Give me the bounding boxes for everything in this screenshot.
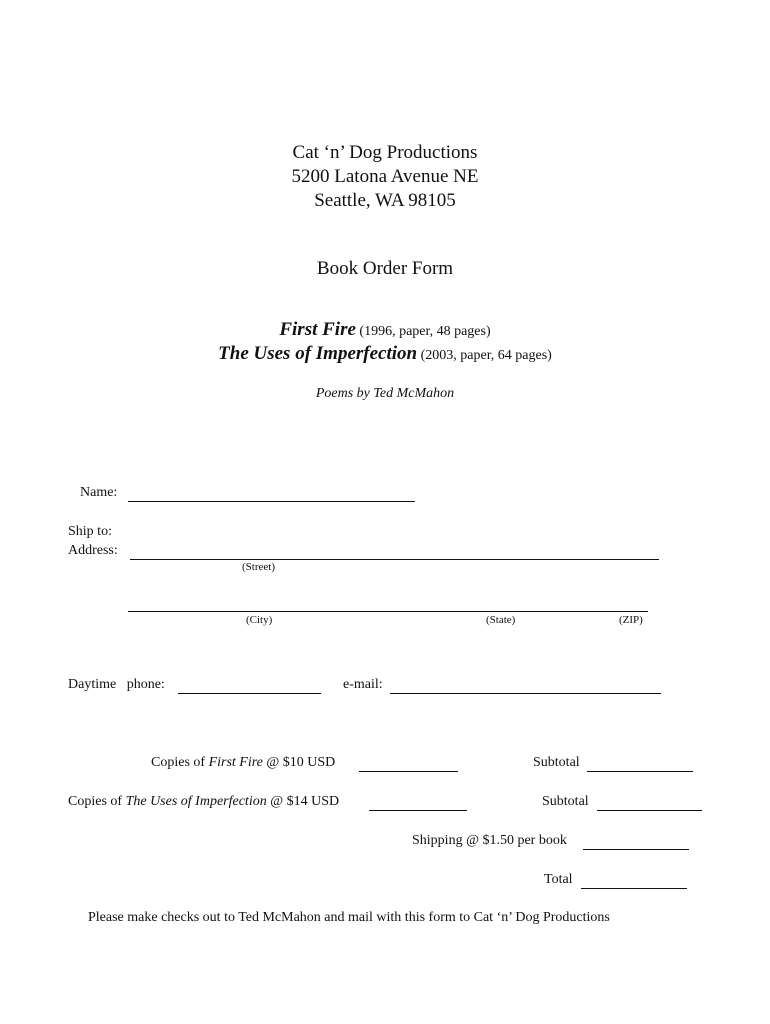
name-label: Name: [80, 485, 118, 500]
ship-to-label: Ship to: [68, 524, 112, 539]
book-details: (1996, paper, 48 pages) [359, 324, 491, 339]
address-label: Address: [68, 543, 118, 558]
subtotal-label: Subtotal [542, 794, 589, 809]
subtotal-first-fire-field[interactable] [587, 771, 693, 772]
order-line-first-fire [151, 755, 335, 771]
shipping-field[interactable] [583, 849, 689, 850]
byline: Poems by Ted McMahon [315, 386, 455, 401]
order-book-title: First Fire [208, 755, 263, 770]
email-label: e-mail: [343, 677, 383, 692]
city-state-zip-field[interactable] [128, 611, 648, 612]
book-uses-of-imperfection [0, 343, 770, 365]
book-title: First Fire [279, 319, 356, 340]
company-city: Seattle, WA 98105 [314, 190, 456, 211]
total-field[interactable] [581, 888, 687, 889]
footer-note: Please make checks out to Ted McMahon and mail with this form to Cat ‘n’ Dog Productions [88, 910, 610, 925]
order-line-uses-of-imperfection [68, 794, 339, 810]
company-street: 5200 Latona Avenue NE [291, 166, 479, 187]
form-title: Book Order Form [316, 258, 454, 279]
book-details: (2003, paper, 64 pages) [420, 348, 552, 363]
street-field[interactable] [130, 559, 659, 560]
subtotal-uses-field[interactable] [597, 810, 702, 811]
total-label: Total [544, 872, 573, 887]
order-price: @ $14 USD [270, 794, 340, 809]
phone-label [68, 677, 165, 693]
street-caption: (Street) [242, 561, 275, 573]
copies-first-fire-field[interactable] [359, 771, 458, 772]
copies-prefix: Copies of [151, 755, 206, 770]
zip-caption: (ZIP) [619, 614, 643, 626]
shipping-label: Shipping @ $1.50 per book [412, 833, 567, 848]
name-field[interactable] [128, 501, 415, 502]
subtotal-label: Subtotal [533, 755, 580, 770]
phone-label-phone: phone: [126, 677, 165, 692]
book-title: The Uses of Imperfection [218, 343, 418, 364]
phone-field[interactable] [178, 693, 321, 694]
email-field[interactable] [390, 693, 661, 694]
book-first-fire [0, 319, 770, 341]
copies-prefix: Copies of [68, 794, 123, 809]
company-name: Cat ‘n’ Dog Productions [292, 142, 478, 163]
copies-uses-field[interactable] [369, 810, 467, 811]
phone-label-daytime: Daytime [68, 677, 117, 692]
state-caption: (State) [486, 614, 516, 626]
order-price: @ $10 USD [266, 755, 336, 770]
order-book-title: The Uses of Imperfection [125, 794, 267, 809]
city-caption: (City) [246, 614, 273, 626]
